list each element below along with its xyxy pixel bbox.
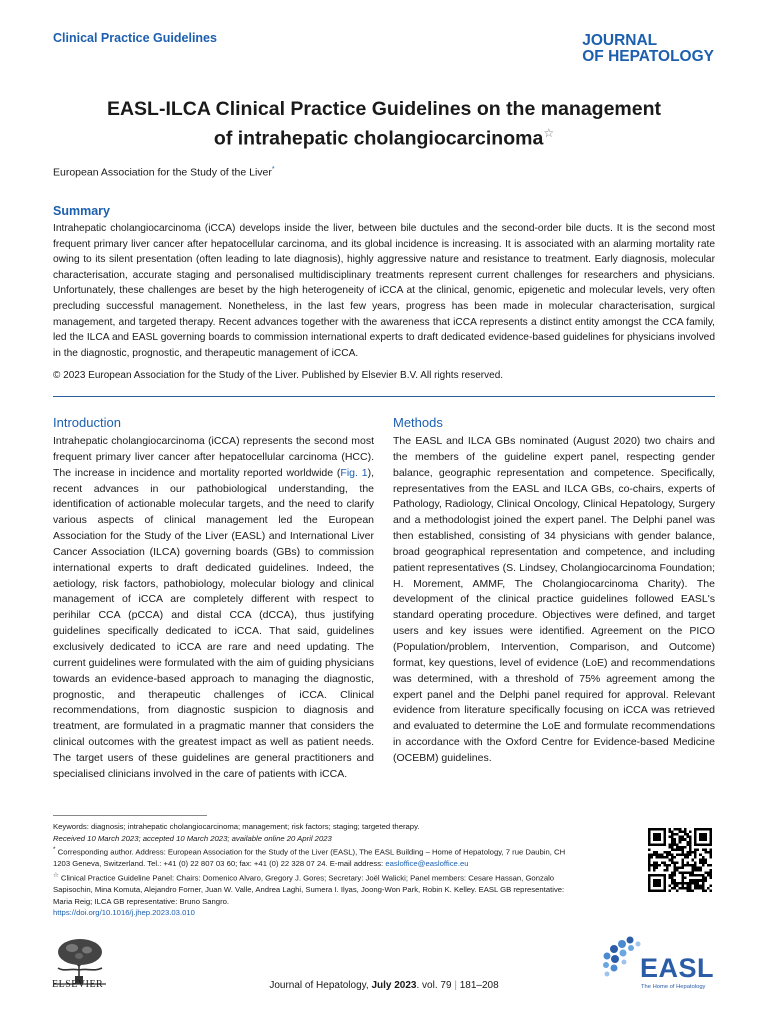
footnote-divider — [53, 815, 207, 816]
panel-line3: Maria Reig; ILCA GB representative: Bruno Sangro. — [53, 896, 230, 906]
footer-pages: 181–208 — [459, 980, 499, 991]
easl-wordmark: EASL — [640, 953, 715, 983]
introduction-text-part1: Intrahepatic cholangiocarcinoma (iCCA) represents the second most frequent primary liver cancer after hepatocellular carcinoma (HCC). The increase in incidence and mortality reported worldwide ( — [53, 435, 374, 479]
panel-line1: Clinical Practice Guideline Panel: Chairs: Domenico Alvaro, Gregory J. Gores; Secretary: Joël Walicki; Panel members: Cesare Hassan, Gonzalo — [60, 873, 555, 883]
methods-text: The EASL and ILCA GBs nominated (August 2020) two chairs and the members of the guideline expert panel, respecting gender balance, geographic representation and competence. Specifically, representatives from the EASL and ILCA GBs, co-chairs, experts of Pathology, Radiology, Clinical Oncology, Clinical Hepatology, Surgery and a methodologist joined the expert panel. The Delphi panel was then established, consisting of 34 physicians with gender balance, broad geographical representation and competence, and including patient representatives (S. Lindsey, Cholangiocarcinoma Foundation; H. Morement, AMMF, The Cholangiocarcinoma Charity). The development of the clinical practice guidelines followed EASL's standard operating procedure. Objectives were defined, and target users and key issues were identified. Agreement on the PICO (Population/problem, Intervention, Comparison, and Outcome) format, key questions, level of evidence (LoE) and recommendations was determined, with a threshold of 75% agreement among the expert panel and the Delphi panel required for approval. Relevant evidence from literature specifically focusing on iCCA was retrieved and evaluated to determine the LoE and formulate recommendations in accordance with the Oxford Centre for Evidence-based Medicine (OCEBM) guidelines. — [393, 435, 715, 764]
article-title — [53, 97, 715, 151]
methods-heading: Methods — [393, 415, 443, 430]
author-line — [53, 166, 275, 179]
footer-journal: Journal of Hepatology, — [269, 980, 372, 991]
elsevier-wordmark: ELSEVIER — [52, 979, 104, 990]
easl-tagline: The Home of Hepatology — [641, 984, 706, 990]
qr-code-icon[interactable] — [648, 828, 712, 892]
corresponding-mark: * — [53, 846, 56, 854]
panel-mark: ☆ — [53, 871, 59, 879]
author-name: European Association for the Study of the Liver — [53, 166, 272, 179]
divider — [53, 396, 715, 397]
copyright: © 2023 European Association for the Study of the Liver. Published by Elsevier B.V. All rights reserved. — [53, 370, 504, 381]
figure-link[interactable]: Fig. 1 — [340, 466, 368, 479]
footer-issue-date: July 2023 — [371, 980, 417, 991]
corresponding-author-line1: Corresponding author. Address: European Association for the Study of the Liver (EASL), The EASL Building – Home of Hepatology, 7 rue Daubin, CH — [57, 847, 566, 857]
summary-text: Intrahepatic cholangiocarcinoma (iCCA) develops inside the liver, between bile ductules and the second-order bile ducts. It is the second most frequent primary liver cancer after hepatocellular carcinoma, and its global incidence is increasing. It is associated with an alarming mortality rate owing to its silent presentation (often leading to late diagnosis), highly aggressive nature and resistance to treatment. Early diagnosis, molecular characterisation, accurate staging and personalised multidisciplinary treatments represent current challenges for researchers and physicians. Unfortunately, these challenges are beset by the high heterogeneity of iCCA at the clinical, genomic, epigenetic and molecular levels, very often precluding successful management. Nonetheless, in the last few years, progress has been made in molecular characterisation, surgical management, and targeted therapy. Recent advances together with the awareness that iCCA represents a distinct entity amongst the CCA family, led the ILCA and EASL governing boards to commission international experts to draft dedicated evidence-based guidelines for physicians involved in the diagnostic, prognostic, and therapeutic management of iCCA. — [53, 223, 715, 359]
author-footnote-mark[interactable]: * — [271, 166, 275, 173]
footer-separator: | — [454, 980, 457, 991]
received-dates: Received 10 March 2023; accepted 10 March 2023; available online 20 April 2023 — [53, 833, 332, 843]
keywords: Keywords: diagnosis; intrahepatic cholangiocarcinoma; management; risk factors; staging; targeted therapy. — [53, 822, 420, 831]
footer-volume: . vol. 79 — [416, 980, 452, 991]
introduction-text-part2: ), recent advances in our pathobiological understanding, the identification of actionable molecular targets, and the need to clarify various aspects of clinical management led the European Association for the Study of the Liver (EASL) and International Liver Cancer Association (ILCA) governing boards (GBs) to commission international experts to draft dedicated guidelines. Indeed, the aetiology, risk factors, pathobiology, molecular biology and clinical management of iCCA are completely different with respect to perihilar CCA (pCCA) and distal CCA (dCCA), thus justifying guidelines specifically dedicated to iCCA. That said, guidelines exclusively dedicated to iCCA are rare and need updating. The current guidelines were formulated with the aim of guiding physicians towards an evidence-based approach to managing the diagnostic, prognostic, and therapeutic challenges of iCCA. Clinical recommendations, from diagnostic suspicion to diagnosis and treatment, are formulated in a pragmatic manner that considers the clinical outcomes with the greatest impact as well as patient needs. The target users of these guidelines are general practitioners and specialised clinicians involved in the care of patients with iCCA. — [53, 466, 374, 780]
email-link[interactable]: easloffice@easloffice.eu — [385, 859, 469, 869]
introduction-text — [53, 434, 374, 783]
panel-line2: Sapisochin, Mina Komuta, Alejandro Forner, Juan W. Valle, Andrea Laghi, Sumera I. Ilyas, Joong-Won Park, Robin K. Kelley. EASL GB representative: — [53, 885, 565, 895]
introduction-heading: Introduction — [53, 415, 121, 430]
title-line1: EASL-ILCA Clinical Practice Guidelines on the management — [106, 98, 662, 120]
doi-link[interactable]: https://doi.org/10.1016/j.jhep.2023.03.010 — [53, 908, 195, 918]
summary-heading: Summary — [53, 204, 110, 218]
section-label: Clinical Practice Guidelines — [53, 31, 217, 45]
journal-logo-line1: JOURNAL — [582, 32, 658, 49]
title-footnote-mark[interactable]: ☆ — [543, 126, 555, 140]
footnotes — [53, 821, 623, 919]
journal-logo-line2: OF HEPATOLOGY — [582, 48, 714, 65]
journal-logo — [582, 33, 714, 65]
title-line2: of intrahepatic cholangiocarcinoma — [213, 127, 544, 150]
corresponding-author-line2: 1203 Geneva, Switzerland. Tel.: +41 (0) 22 807 03 60; fax: +41 (0) 22 328 07 24. E-mail address: — [53, 859, 386, 869]
